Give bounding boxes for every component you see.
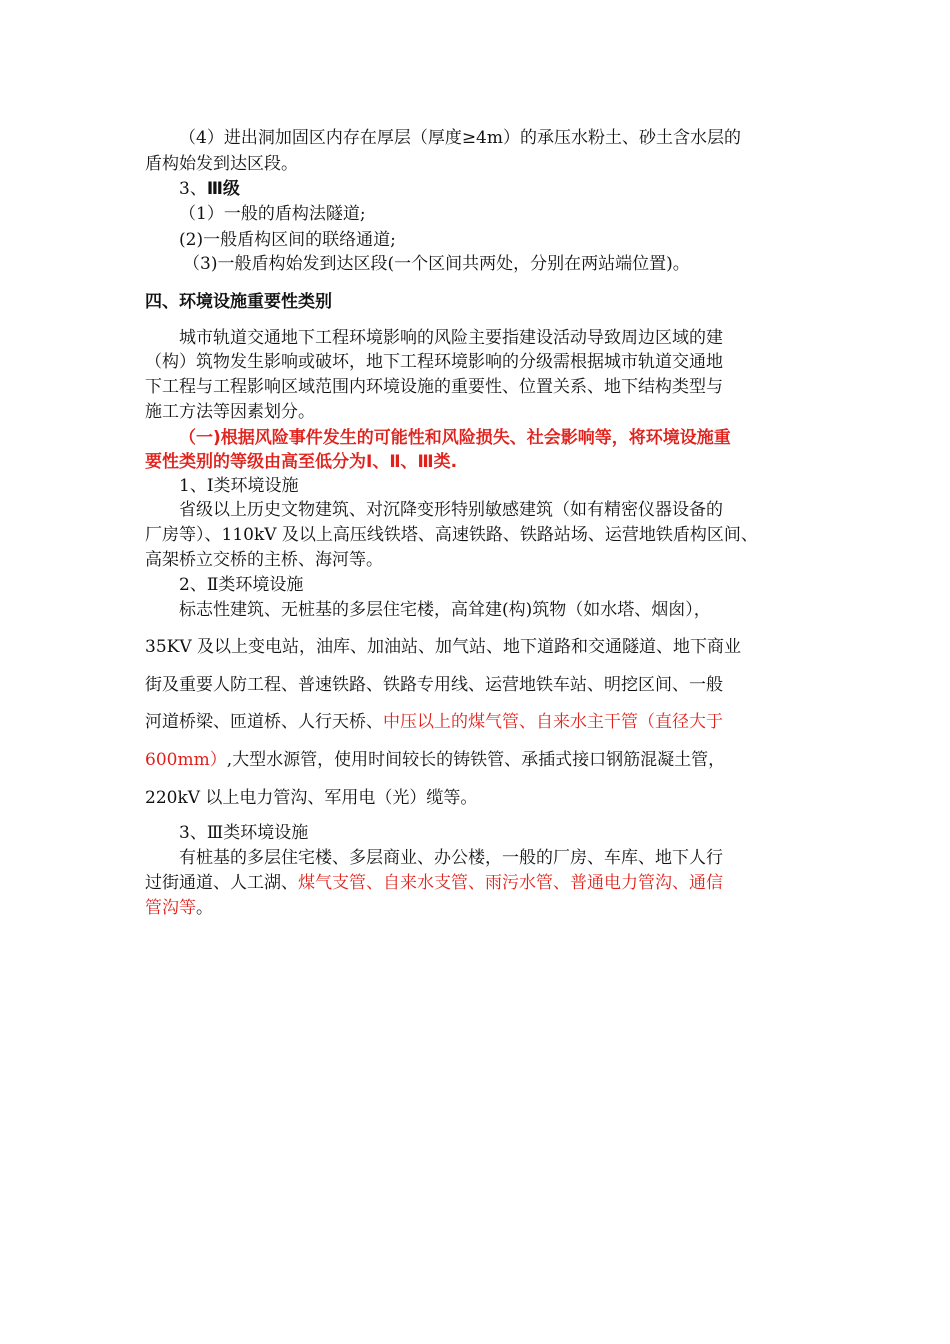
class2-title: 2、Ⅱ类环境设施 <box>179 575 304 595</box>
class3-line2-red: 煤气支管、自来水支管、雨污水管、普通电力管沟、通信 <box>298 873 723 893</box>
level2-item4-line1: （4）进出洞加固区内存在厚层（厚度≥4m）的承压水粉土、砂土含水层的 <box>179 128 741 148</box>
class1-line1: 省级以上历史文物建筑、对沉降变形特别敏感建筑（如有精密仪器设备的 <box>179 500 723 520</box>
level3-title-prefix: 3、 <box>179 179 207 199</box>
section4-intro-line1: 城市轨道交通地下工程环境影响的风险主要指建设活动导致周边区域的建 <box>179 328 723 348</box>
class2-line5 <box>145 748 815 772</box>
section4-intro-line2: （构）筑物发生影响或破坏，地下工程环境影响的分级需根据城市轨道交通地 <box>145 352 723 372</box>
class3-title: 3、Ⅲ类环境设施 <box>179 823 309 843</box>
class2-line2: 35KV 及以上变电站，油库、加油站、加气站、地下道路和交通隧道、地下商业 <box>145 637 742 657</box>
class3-line3-red: 管沟等 <box>145 898 196 918</box>
class3-line2 <box>145 871 815 895</box>
red-rule-line2: 要性类别的等级由高至低分为Ⅰ、Ⅱ、Ⅲ类. <box>145 452 458 472</box>
class2-line4-red: 中压以上的煤气管、自来水主干管（直径大于 <box>383 712 723 732</box>
section4-heading: 四、环境设施重要性类别 <box>145 292 332 312</box>
class2-line6: 220kV 以上电力管沟、军用电（光）缆等。 <box>145 788 478 808</box>
level3-title <box>145 177 849 201</box>
class3-line3-black: 。 <box>196 898 213 918</box>
class2-line3: 街及重要人防工程、普速铁路、铁路专用线、运营地铁车站、明挖区间、一般 <box>145 675 723 695</box>
class2-line1: 标志性建筑、无桩基的多层住宅楼，高耸建(构)筑物（如水塔、烟囱）， <box>179 600 711 620</box>
section4-intro-line4: 施工方法等因素划分。 <box>145 402 315 422</box>
class1-title: 1、Ⅰ类环境设施 <box>179 476 299 496</box>
class2-line5-red: 600mm） <box>145 750 227 770</box>
class1-line2: 厂房等）、110kV 及以上高压线铁塔、高速铁路、铁路站场、运营地铁盾构区间、 <box>145 525 758 545</box>
red-rule-line1: （一)根据风险事件发生的可能性和风险损失、社会影响等，将环境设施重 <box>179 428 731 448</box>
section4-intro-line3: 下工程与工程影响区域范围内环境设施的重要性、位置关系、地下结构类型与 <box>145 377 723 397</box>
level3-title-bold: Ⅲ级 <box>206 179 240 199</box>
class3-line1: 有桩基的多层住宅楼、多层商业、办公楼，一般的厂房、车库、地下人行 <box>179 848 723 868</box>
level3-item1: （1）一般的盾构法隧道; <box>179 204 366 224</box>
level2-item4-line2: 盾构始发到达区段。 <box>145 154 298 174</box>
class2-line4-black: 河道桥梁、匝道桥、人行天桥、 <box>145 712 383 732</box>
level3-item3: （3)一般盾构始发到达区段(一个区间共两处，分别在两站端位置)。 <box>183 254 690 274</box>
class2-line5-black: ,大型水源管，使用时间较长的铸铁管、承插式接口钢筋混凝土管， <box>226 750 726 770</box>
class2-line4 <box>145 710 815 734</box>
level3-item2: (2)一般盾构区间的联络通道; <box>179 230 396 250</box>
class3-line2-black: 过街通道、人工湖、 <box>145 873 298 893</box>
class3-line3 <box>145 896 815 920</box>
class1-line3: 高架桥立交桥的主桥、海河等。 <box>145 550 383 570</box>
